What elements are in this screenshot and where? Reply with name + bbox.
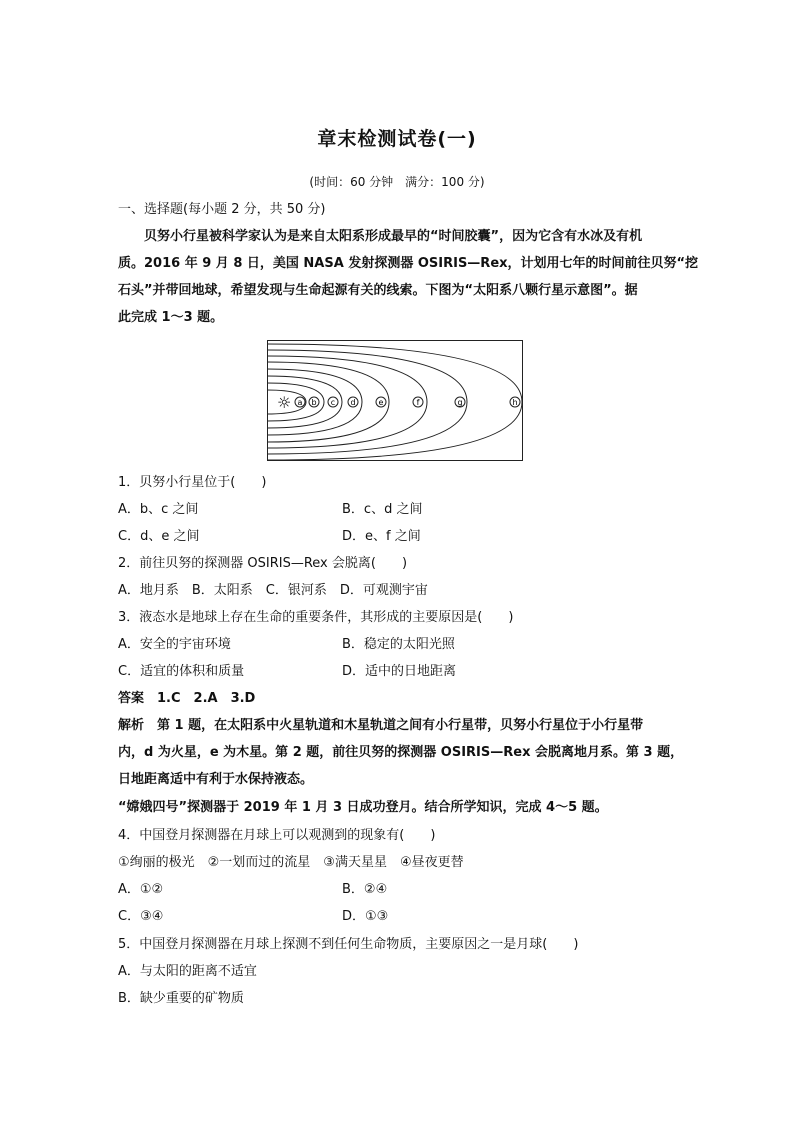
planet-h-label: h bbox=[512, 398, 518, 407]
q5-option-b: B．缺少重要的矿物质 bbox=[118, 991, 244, 1006]
q2-options: A．地月系 B．太阳系 C．银河系 D．可观测宇宙 bbox=[118, 583, 428, 598]
answer-1-3: 答案 1.C 2.A 3.D bbox=[118, 691, 256, 706]
planet-d-label: d bbox=[350, 398, 356, 407]
page-title: 章末检测试卷(一) bbox=[317, 128, 477, 150]
q2-stem: 2．前往贝努的探测器 OSIRIS—Rex 会脱离( ) bbox=[118, 556, 408, 571]
q1-option-d: D．e、f 之间 bbox=[342, 529, 421, 544]
q1-option-a: A．b、c 之间 bbox=[118, 502, 199, 517]
q4-items: ①绚丽的极光 ②一划而过的流星 ③满天星星 ④昼夜更替 bbox=[118, 855, 464, 870]
passage2: “嫦娥四号”探测器于 2019 年 1 月 3 日成功登月。结合所学知识，完成 4～5 题。 bbox=[118, 800, 608, 815]
q4-option-c: C．③④ bbox=[118, 909, 164, 924]
passage1-line-3: 石头”并带回地球，希望发现与生命起源有关的线索。下图为“太阳系八颗行星示意图”。据 bbox=[118, 283, 638, 298]
planet-a-label: a bbox=[297, 398, 303, 407]
passage1-line-2: 质。2016 年 9 月 8 日，美国 NASA 发射探测器 OSIRIS—Rex，计划用七年的时间前往贝努“挖 bbox=[118, 256, 699, 271]
q3-stem: 3．液态水是地球上存在生命的重要条件，其形成的主要原因是( ) bbox=[118, 610, 514, 625]
planet-e-label: e bbox=[378, 398, 384, 407]
q4-stem: 4．中国登月探测器在月球上可以观测到的现象有( ) bbox=[118, 828, 436, 843]
analysis-line-3: 日地距离适中有利于水保持液态。 bbox=[118, 772, 314, 787]
solar-system-diagram bbox=[267, 340, 523, 461]
q3-option-c: C．适宜的体积和质量 bbox=[118, 664, 245, 679]
q5-option-a: A．与太阳的距离不适宜 bbox=[118, 964, 257, 979]
q4-option-d: D．①③ bbox=[342, 909, 389, 924]
sun-icon: ☼ bbox=[277, 393, 292, 412]
q4-option-b: B．②④ bbox=[342, 882, 388, 897]
q1-option-c: C．d、e 之间 bbox=[118, 529, 200, 544]
passage1-line-1: 贝努小行星被科学家认为是来自太阳系形成最早的“时间胶囊”，因为它含有水冰及有机 bbox=[144, 229, 643, 244]
q3-option-b: B．稳定的太阳光照 bbox=[342, 637, 455, 652]
planet-c-label: c bbox=[330, 398, 336, 407]
q1-stem: 1．贝努小行星位于( ) bbox=[118, 475, 267, 490]
q3-option-a: A．安全的宇宙环境 bbox=[118, 637, 231, 652]
planet-f-label: f bbox=[416, 398, 420, 407]
planet-g-label: g bbox=[457, 398, 463, 407]
analysis-line-1: 解析 第 1 题，在太阳系中火星轨道和木星轨道之间有小行星带，贝努小行星位于小行星带 bbox=[118, 718, 644, 733]
analysis-line-2: 内，d 为火星，e 为木星。第 2 题，前往贝努的探测器 OSIRIS—Rex 会脱离地月系。第 3 题， bbox=[118, 745, 684, 760]
section-heading: 一、选择题(每小题 2 分，共 50 分) bbox=[118, 202, 326, 217]
q4-option-a: A．①② bbox=[118, 882, 164, 897]
q3-option-d: D．适中的日地距离 bbox=[342, 664, 457, 679]
exam-info: (时间：60 分钟 满分：100 分) bbox=[309, 175, 485, 189]
passage1-line-4: 此完成 1～3 题。 bbox=[118, 310, 224, 325]
q1-option-b: B．c、d 之间 bbox=[342, 502, 423, 517]
planet-b-label: b bbox=[311, 398, 317, 407]
q5-stem: 5．中国登月探测器在月球上探测不到任何生命物质，主要原因之一是月球( ) bbox=[118, 937, 579, 952]
